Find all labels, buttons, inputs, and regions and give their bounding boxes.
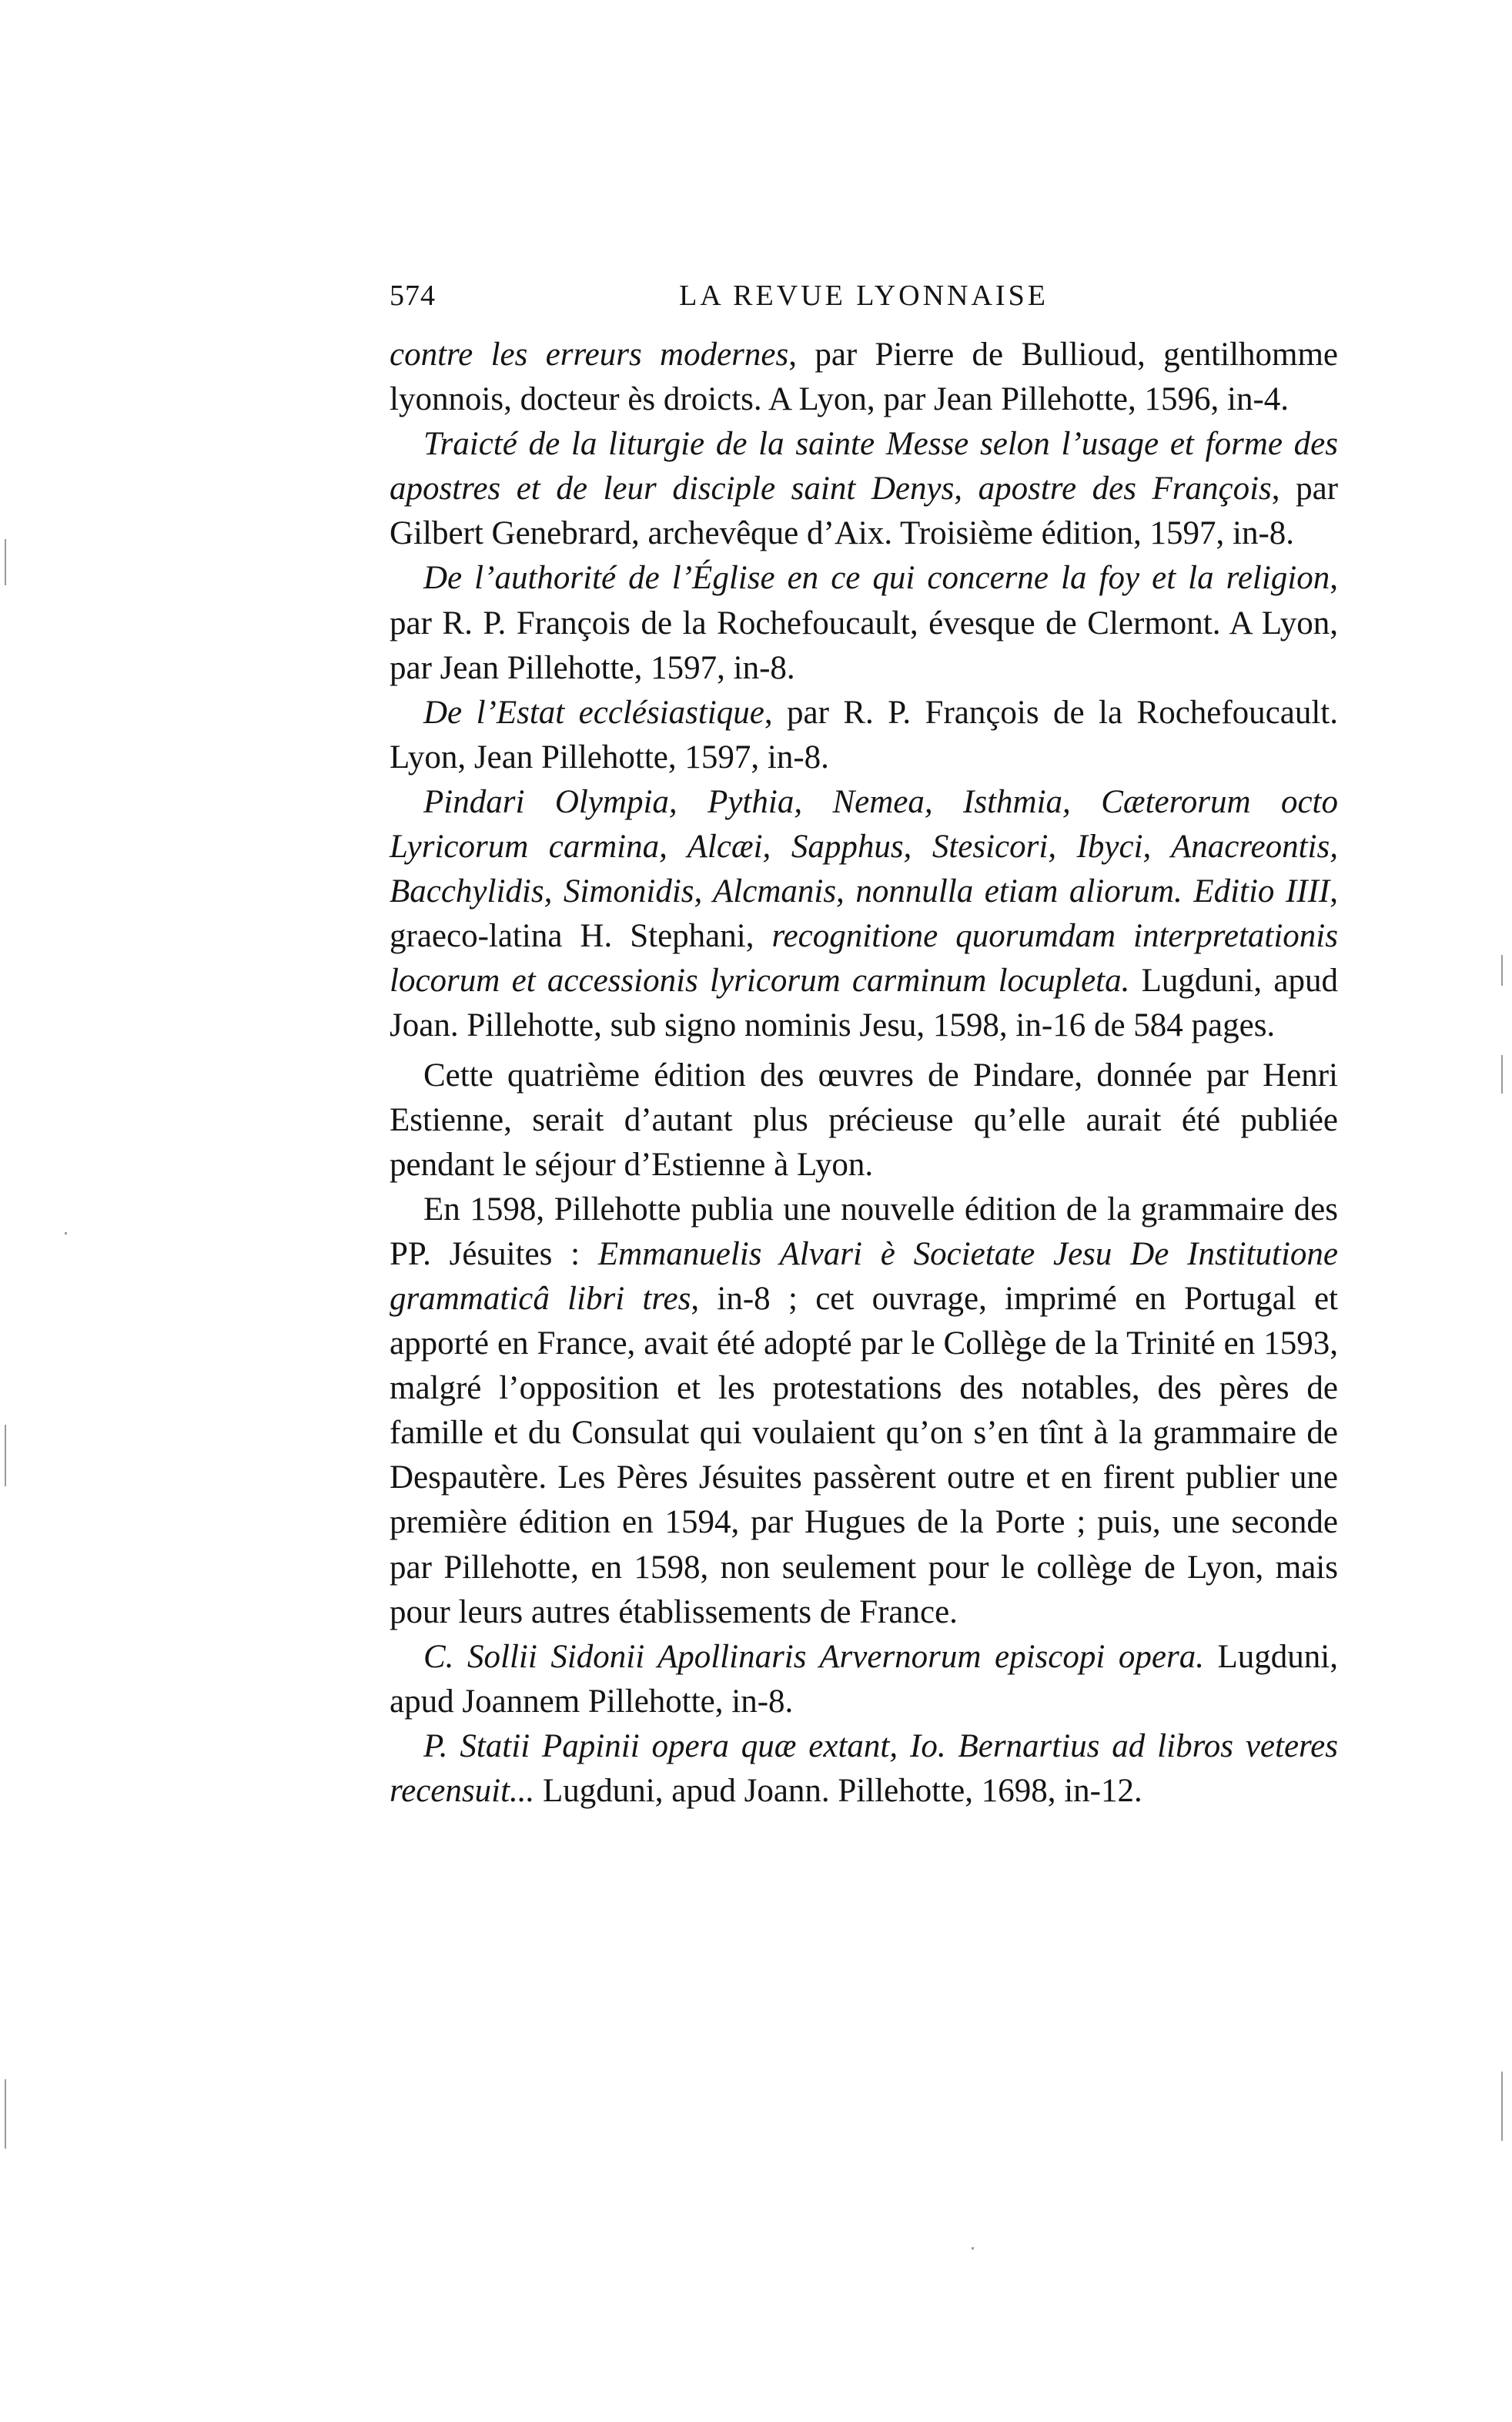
paragraph-pindari-entry <box>390 780 1338 1049</box>
text-run: De l’Estat ecclésiastique <box>423 694 764 731</box>
paragraph-pindare-commentary <box>390 1054 1338 1188</box>
text-run: , par Gilbert Genebrard, archevêque d’Aix. Troisième édition, 1597, in-8. <box>390 471 1339 552</box>
text-run: contre les erreurs modernes <box>390 337 789 373</box>
text-run: C. Sollii Sidonii Apollinaris Arvernorum episcopi opera. <box>423 1638 1204 1675</box>
scan-mark-right <box>1501 1055 1503 1094</box>
body-text <box>390 333 1338 1814</box>
scan-mark-left <box>5 539 6 585</box>
text-run: Lugduni, apud Joan. Pillehotte, sub signo nominis Jesu, 1598, in-16 de 584 pages. <box>390 963 1338 1044</box>
scan-mark-right <box>1501 955 1503 986</box>
paragraph-estat-entry <box>390 691 1338 780</box>
text-run: P. Statii Papinii opera quæ extant, Io. Bernartius ad libros veteres recensuit... <box>390 1727 1338 1809</box>
scan-mark-right <box>1501 2072 1503 2141</box>
text-run: , in-8 ; cet ouvrage, imprimé en Portugal et apporté en France, avait été adopté par le Collège de la Trinité en 1593, malgré l’opposition et les protestations des notables, des pères de famille et du Consulat qui voulaient qu’on s’en tînt à la grammaire de Despautère. Les Pères Jésuites passèrent outre et en firent publier une première édition en 1594, par Hugues de la Porte ; puis, une seconde par Pillehotte, en 1598, non seulement pour le collège de Lyon, mais pour leurs autres établissements de France. <box>390 1280 1338 1630</box>
scan-mark-left <box>5 1425 6 1486</box>
running-title: LA REVUE LYONNAISE <box>679 280 1049 312</box>
paragraph-alvari-grammar <box>390 1188 1338 1635</box>
text-run: De l’authorité de l’Église en ce qui concerne la foy et la religion <box>423 560 1330 597</box>
text-run: recognitione quorumdam interpretationis locorum et accessionis lyricorum carminum locupleta. <box>390 918 1338 1000</box>
text-run: En 1598, Pillehotte publia une nouvelle édition de la grammaire des PP. Jésuites : <box>390 1191 1338 1272</box>
paragraph-bullioud-entry <box>390 333 1338 422</box>
page-number: 574 <box>390 280 436 312</box>
scan-speck <box>972 2247 974 2249</box>
text-run: Pindari Olympia, Pythia, Nemea, Isthmia, Cæterorum octo Lyricorum carmina, Alcæi, Sapphus, Stesicori, Ibyci, Anacreontis, Bacchylidis, Simonidis, Alcmanis, nonnulla etiam aliorum. Editio IIII <box>390 783 1338 910</box>
page-header <box>390 279 1338 320</box>
scan-mark-left <box>5 2079 6 2149</box>
paragraph-genebrard-entry <box>390 422 1338 556</box>
text-run: , graeco-latina H. Stephani, <box>390 873 1338 955</box>
text-run: , par R. P. François de la Rochefoucault, évesque de Clermont. A Lyon, par Jean Pillehotte, 1597, in-8. <box>390 560 1338 686</box>
text-run: , par R. P. François de la Rochefoucault. Lyon, Jean Pillehotte, 1597, in-8. <box>390 694 1338 776</box>
text-run: Traicté de la liturgie de la sainte Messe selon l’usage et forme des apostres et de leur disciple saint Denys, apostre des François <box>390 426 1338 508</box>
paragraph-authorite-entry <box>390 556 1338 690</box>
paragraph-sidonii-entry <box>390 1635 1338 1724</box>
text-run: Lugduni, apud Joannem Pillehotte, in-8. <box>390 1638 1338 1720</box>
paragraph-statii-entry <box>390 1724 1338 1814</box>
scan-speck <box>65 1232 67 1234</box>
text-run: Cette quatrième édition des œuvres de Pindare, donnée par Henri Estienne, serait d’autant plus précieuse qu’elle aurait été publiée pendant le séjour d’Estienne à Lyon. <box>390 1057 1338 1183</box>
text-run: , par Pierre de Bullioud, gentilhomme lyonnois, docteur ès droicts. A Lyon, par Jean Pillehotte, 1596, in-4. <box>390 337 1338 418</box>
text-run: Lugduni, apud Joann. Pillehotte, 1698, in-12. <box>534 1773 1142 1809</box>
text-run: Emmanuelis Alvari è Societate Jesu De Institutione grammaticâ libri tres <box>390 1235 1338 1317</box>
